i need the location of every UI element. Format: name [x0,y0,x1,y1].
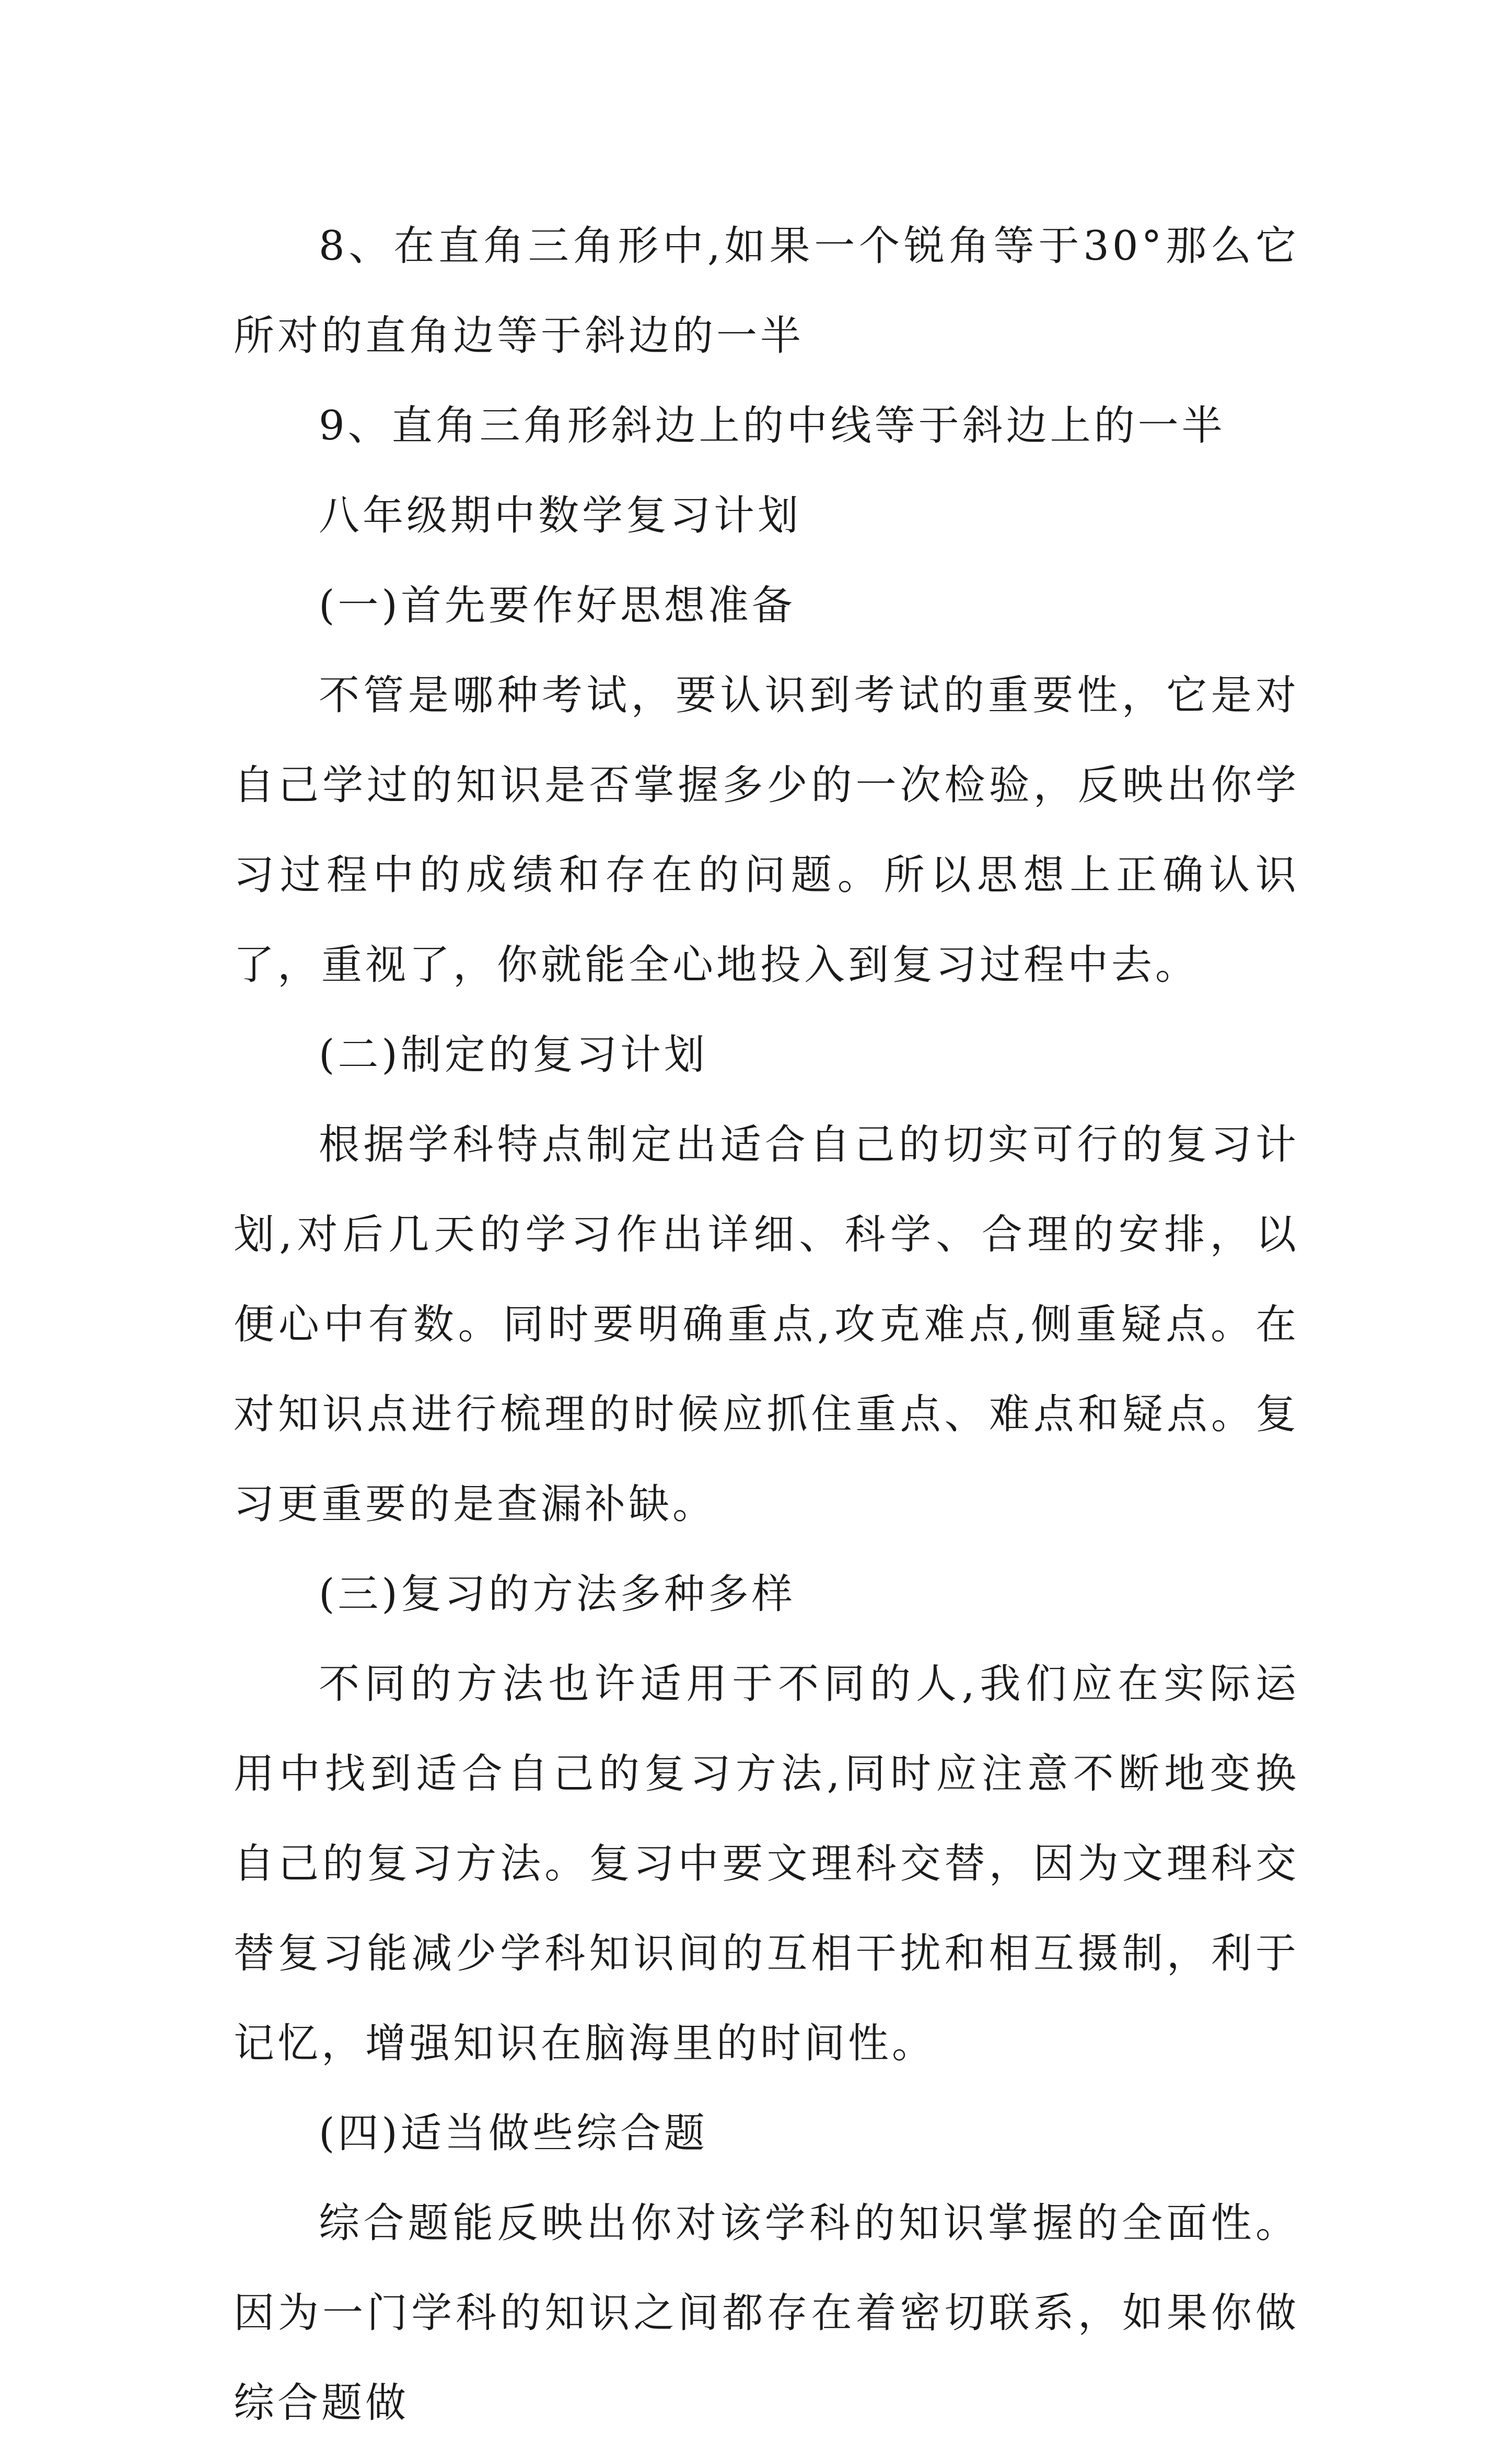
section-body-1: 不管是哪种考试，要认识到考试的重要性，它是对自己学过的知识是否掌握多少的一次检验，反映出你学习过程中的成绩和存在的问题。所以思想上正确认识了，重视了，你就能全心地投入到复习过程中去。 [234,672,1299,989]
document-body [234,201,1299,2448]
section-body-2: 根据学科特点制定出适合自己的切实可行的复习计划,对后几天的学习作出详细、科学、合理的安排，以便心中有数。同时要明确重点,攻克难点,侧重疑点。在对知识点进行梳理的时候应抓住重点、难点和疑点。复习更重要的是查漏补缺。 [234,1121,1299,1528]
section-heading-3: (三)复习的方法多种多样 [319,1571,796,1618]
paragraph-item-8: 8、在直角三角形中,如果一个锐角等于30°那么它所对的直角边等于斜边的一半 [234,223,1299,359]
section-body-4: 综合题能反映出你对该学科的知识掌握的全面性。因为一门学科的知识之间都存在着密切联系，如果你做综合题做 [234,2200,1299,2427]
section-title: 八年级期中数学复习计划 [319,492,802,539]
section-body-3: 不同的方法也许适用于不同的人,我们应在实际运用中找到适合自己的复习方法,同时应注意不断地变换自己的复习方法。复习中要文理科交替，因为文理科交替复习能减少学科知识间的互相干扰和相互摄制，利于记忆，增强知识在脑海里的时间性。 [234,1661,1299,2067]
section-heading-4: (四)适当做些综合题 [319,2110,708,2157]
section-heading-1: (一)首先要作好思想准备 [319,582,796,629]
section-heading-2: (二)制定的复习计划 [319,1031,708,1078]
paragraph-item-9: 9、直角三角形斜边上的中线等于斜边上的一半 [319,402,1226,449]
